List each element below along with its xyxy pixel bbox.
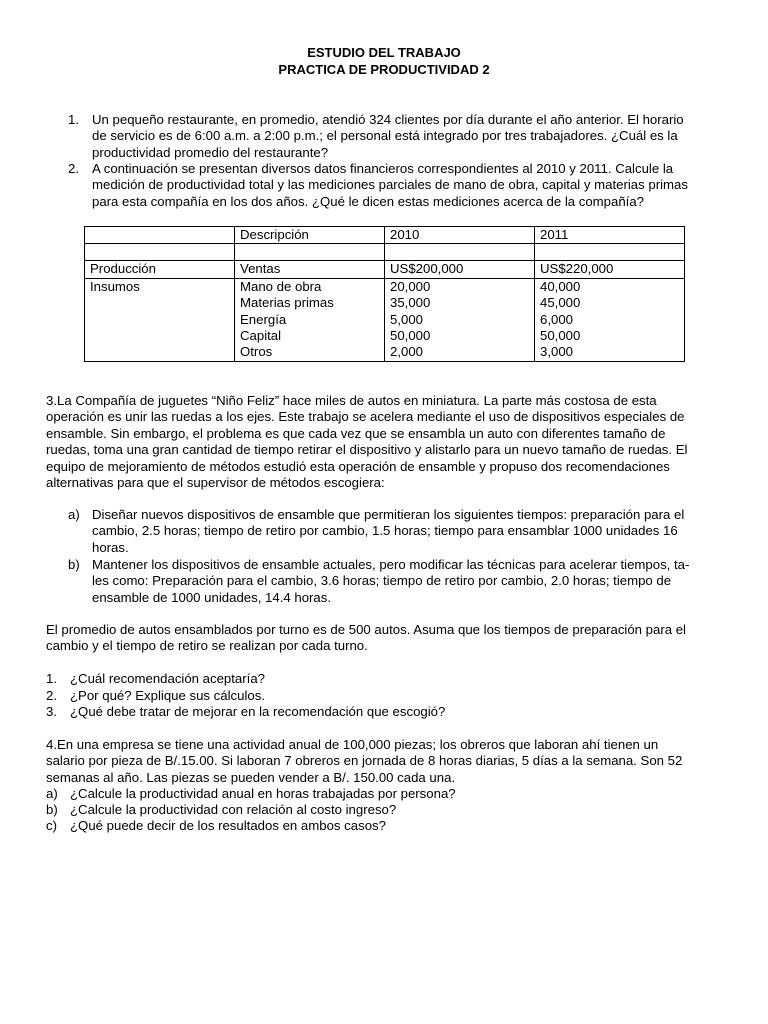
table-spacer-row — [85, 244, 685, 261]
option-line: Diseñar nuevos dispositivos de ensamble que permitieran los siguientes tiempos: preparación para el — [92, 507, 685, 522]
table-cell: Mano de obra — [240, 278, 322, 294]
table-cell: Ventas — [235, 261, 385, 278]
item-label: c) — [46, 818, 57, 833]
option-line: Mantener los dispositivos de ensamble actuales, pero modificar las técnicas para acelerar tiempos, ta- — [92, 557, 690, 572]
question-line: productividad promedio del restaurante? — [92, 144, 329, 160]
document-subtitle: PRACTICA DE PRODUCTIVIDAD 2 — [278, 62, 490, 77]
header-cell — [85, 227, 235, 244]
table-cell: 50,000 — [540, 327, 581, 343]
paragraph-line: ruedas, toma una gran cantidad de tiempo retirar el dispositivo y alistarlo para un nuevo tamaño de ruedas. El — [46, 442, 688, 458]
option-line: cambio, 2.5 horas; tiempo de retiro por cambio, 1.5 horas; tiempo para ensamblar 1000 unidades 16 — [92, 523, 678, 539]
question-number: 1. — [46, 671, 57, 686]
item-label: b) — [46, 802, 58, 817]
table-cell: 35,000 — [390, 295, 431, 311]
item-text: ¿Qué puede decir de los resultados en ambos casos? — [70, 818, 386, 833]
note-paragraph — [46, 622, 722, 655]
table-row-insumos — [85, 278, 685, 361]
question-number: 2. — [46, 688, 57, 703]
question-number: 3. — [46, 704, 57, 719]
question-line: para esta compañía en los dos años. ¿Qué le dicen estas mediciones acerca de la compañía? — [92, 193, 645, 209]
question-3-paragraph — [46, 393, 722, 491]
question-number: 1. — [68, 112, 79, 127]
table-cell: 2,000 — [390, 344, 424, 360]
option-line: horas. — [92, 539, 129, 555]
insumos-2010-cell — [385, 278, 535, 361]
empty-cell — [535, 244, 685, 261]
table-cell: 6,000 — [540, 311, 574, 327]
question-number: 2. — [68, 161, 79, 176]
paragraph-line: ensamble. Sin embargo, el problema es que cada vez que se ensambla un auto con diferentes tamaño de — [46, 425, 666, 441]
table-cell: 40,000 — [540, 278, 581, 294]
paragraph-line: cambio y el tiempo de retiro se realizan por cada turno. — [46, 638, 368, 654]
question-4-paragraph — [46, 737, 722, 786]
option-label: b) — [68, 557, 80, 572]
table-cell: Energía — [240, 311, 287, 327]
insumos-2011-cell — [535, 278, 685, 361]
document-title: ESTUDIO DEL TRABAJO — [307, 45, 461, 60]
table-cell: Otros — [240, 344, 273, 360]
paragraph-line: El promedio de autos ensamblados por turno es de 500 autos. Asuma que los tiempos de preparación para el — [46, 622, 686, 637]
paragraph-line: 4.En una empresa se tiene una actividad anual de 100,000 piezas; los obreros que laboran ahí tienen un — [46, 737, 659, 752]
insumos-desc-cell — [235, 278, 385, 361]
table-cell: US$200,000 — [385, 261, 535, 278]
paragraph-line: semanas al año. Las piezas se pueden vender a B/. 150.00 cada una. — [46, 769, 456, 785]
empty-cell — [85, 244, 235, 261]
header-cell: 2010 — [385, 227, 535, 244]
empty-cell — [235, 244, 385, 261]
table-cell: 50,000 — [390, 327, 431, 343]
paragraph-line: salario por pieza de B/.15.00. Si laboran 7 obreros en jornada de 8 horas diarias, 5 días a la semana. Son 52 — [46, 753, 683, 769]
item-text: ¿Calcule la productividad anual en horas trabajadas por persona? — [70, 786, 456, 801]
table-cell: 20,000 — [390, 278, 431, 294]
sub-question-text: ¿Qué debe tratar de mejorar en la recomendación que escogió? — [70, 704, 446, 719]
paragraph-line: 3.La Compañía de juguetes “Niño Feliz” hace miles de autos en miniatura. La parte más costosa de esta — [46, 393, 657, 408]
sub-question-text: ¿Cuál recomendación aceptaría? — [70, 671, 265, 686]
table-cell: 45,000 — [540, 295, 581, 311]
paragraph-line: equipo de mejoramiento de métodos estudió esta operación de ensamble y propuso dos recomendaciones — [46, 458, 670, 474]
table-cell: 3,000 — [540, 344, 574, 360]
table-cell: US$220,000 — [535, 261, 685, 278]
question-line: de servicio es de 6:00 a.m. a 2:00 p.m.; el personal está integrado por tres trabajadores. ¿Cuál es la — [92, 128, 678, 144]
empty-cell — [385, 244, 535, 261]
table-cell: 5,000 — [390, 311, 424, 327]
header-cell: Descripción — [235, 227, 385, 244]
question-line: Un pequeño restaurante, en promedio, atendió 324 clientes por día durante el año anterior. El horario — [92, 112, 684, 127]
question-line: A continuación se presentan diversos datos financieros correspondientes al 2010 y 2011. Calcule la — [92, 161, 674, 176]
row-label: Insumos — [85, 278, 235, 361]
table-header-row — [85, 227, 685, 244]
sub-question-text: ¿Por qué? Explique sus cálculos. — [70, 688, 265, 703]
option-label: a) — [68, 507, 80, 522]
option-line: ensamble de 1000 unidades, 14.4 horas. — [92, 589, 332, 605]
table-cell: Materias primas — [240, 295, 334, 311]
option-line: les como: Preparación para el cambio, 3.6 horas; tiempo de retiro por cambio, 2.0 horas; tiempo de — [92, 573, 672, 589]
paragraph-line: alternativas para que el supervisor de métodos escogiera: — [46, 475, 385, 491]
financial-data-table — [84, 226, 685, 362]
paragraph-line: operación es unir las ruedas a los ejes. Este trabajo se acelera mediante el uso de dispositivos especiales de — [46, 409, 685, 425]
table-row-produccion — [85, 261, 685, 278]
question-line: medición de productividad total y las mediciones parciales de mano de obra, capital y materias primas — [92, 177, 688, 193]
row-label: Producción — [85, 261, 235, 278]
table-cell: Capital — [240, 327, 282, 343]
item-text: ¿Calcule la productividad con relación al costo ingreso? — [70, 802, 397, 817]
header-cell: 2011 — [535, 227, 685, 244]
item-label: a) — [46, 786, 58, 801]
